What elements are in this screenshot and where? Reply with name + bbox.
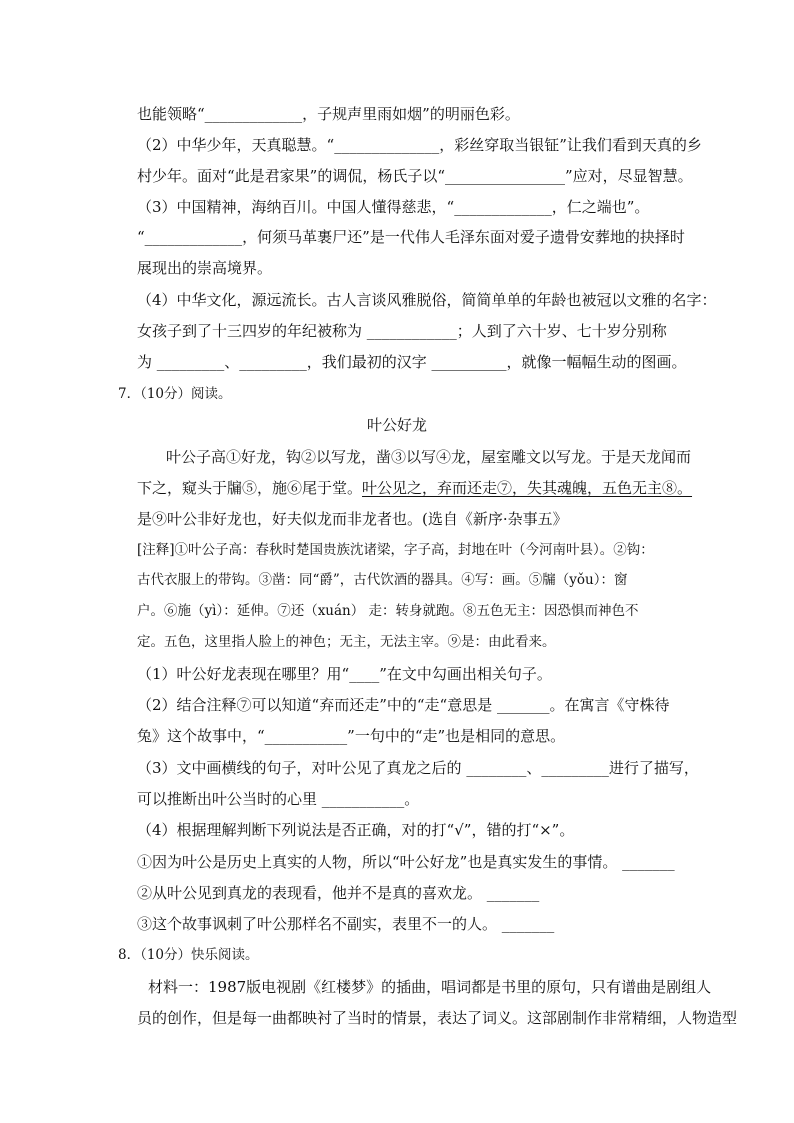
question-7-heading: 7．（10分）阅读。 bbox=[118, 386, 232, 402]
underlined-sentence: 叶公见之，弃而还走⑦，失其魂魄，五色无主⑧。 bbox=[362, 479, 693, 497]
question-line: （2）结合注释⑦可以知道“弃而还走”中的“走“意思是 _______。在寓言《守株待 bbox=[137, 696, 670, 714]
passage-line bbox=[137, 478, 692, 498]
text-line: （3）中国精神，海纳百川。中国人懂得慈悲，“_____________，仁之端也”。 bbox=[137, 198, 650, 216]
text-line: “_____________，何须马革裹尸还”是一代伟人毛泽东面对爱子遗骨安葬地的抉择时 bbox=[137, 228, 685, 246]
text-line: 展现出的崇高境界。 bbox=[137, 259, 273, 277]
question-line: （3）文中画横线的句子，对叶公见了真龙之后的 ________、_________进行了描写， bbox=[137, 759, 699, 777]
material-line: 材料一：1987版电视剧《红楼梦》的插曲，唱词都是书里的原句，只有谱曲是剧组人 bbox=[148, 978, 712, 996]
notes-line: 定。五色，这里指人脸上的神色；无主，无法主宰。⑨是：由此看来。 bbox=[137, 634, 556, 650]
judgement-item: ③这个故事讽刺了叶公那样名不副实，表里不一的人。 _______ bbox=[137, 915, 555, 933]
judgement-item: ①因为叶公是历史上真实的人物，所以“叶公好龙”也是真实发生的事情。 _______ bbox=[137, 853, 675, 871]
passage-line: 叶公子高①好龙，钩②以写龙，凿③以写④龙，屋室雕文以写龙。于是天龙闻而 bbox=[166, 448, 692, 466]
question-line: 兔》这个故事中，“___________”一句中的“走”也是相同的意思。 bbox=[137, 727, 566, 745]
question-8-heading: 8．（10分）快乐阅读。 bbox=[118, 947, 259, 963]
text-line: 也能领略“_____________，子规声里雨如烟”的明丽色彩。 bbox=[137, 105, 520, 123]
question-line: （4）根据理解判断下列说法是否正确，对的打“√”，错的打“×”。 bbox=[137, 821, 575, 839]
notes-line: 古代衣服上的带钩。③凿：同“爵”，古代饮酒的器具。④写：画。⑤牖（yǒu）：窗 bbox=[137, 572, 628, 588]
text-line: （4）中华文化，源远流长。古人言谈风雅脱俗，简简单单的年龄也被冠以文雅的名字： bbox=[137, 291, 717, 309]
passage-title: 叶公好龙 bbox=[366, 416, 427, 434]
passage-text: 下之，窥头于牖⑤，施⑥尾于堂。 bbox=[137, 479, 363, 497]
judgement-item: ②从叶公见到真龙的表现看，他并不是真的喜欢龙。 _______ bbox=[137, 884, 540, 902]
passage-line: 是⑨叶公非好龙也，好夫似龙而非龙者也。(选自《新序·杂事五》 bbox=[137, 510, 568, 528]
text-line: 女孩子到了十三四岁的年纪被称为 ____________；人到了六十岁、七十岁分别称 bbox=[137, 322, 667, 340]
text-line: （2）中华少年，天真聪慧。“______________，彩丝穿取当银钲”让我们看到天真的乡 bbox=[137, 136, 702, 154]
material-line: 员的创作，但是每一曲都映衬了当时的情景，表达了词义。这部剧制作非常精细，人物造型 bbox=[137, 1009, 738, 1027]
question-line: （1）叶公好龙表现在哪里？用“____”在文中勾画出相关句子。 bbox=[137, 665, 552, 683]
question-line: 可以推断出叶公当时的心里 ___________。 bbox=[137, 790, 420, 808]
text-line: 为 _________、_________，我们最初的汉字 __________，就像一幅幅生动的图画。 bbox=[137, 353, 687, 371]
notes-line: 户。⑥施（yì）：延伸。⑦还（xuán） 走：转身就跑。⑧五色无主：因恐惧而神色不 bbox=[137, 603, 639, 619]
notes-line: [注释]①叶公子高：春秋时楚国贵族沈诸梁，字子高，封地在叶（今河南叶县）。②钩： bbox=[137, 542, 654, 558]
text-line: 村少年。面对“此是君家果”的调侃，杨氏子以“________________”应对，尽显智慧。 bbox=[137, 167, 693, 185]
